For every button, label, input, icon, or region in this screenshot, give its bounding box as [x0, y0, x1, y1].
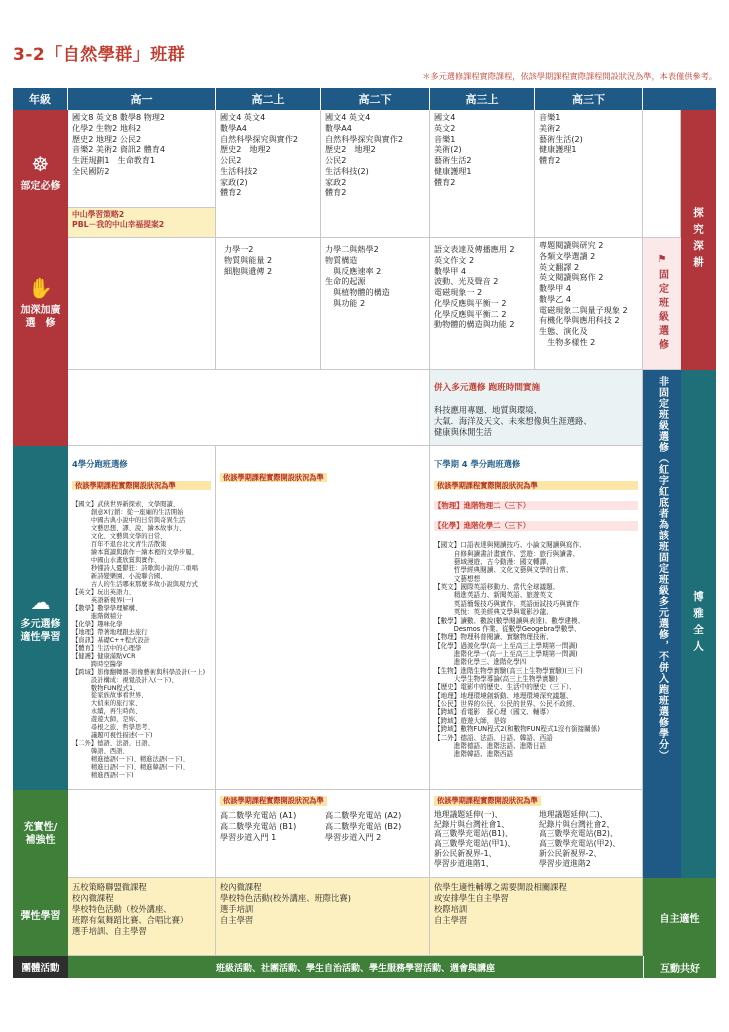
elective-g1-tag: 依該學期課程實際開設狀況為準 [72, 481, 211, 491]
header-grade: 年級 [13, 88, 68, 110]
header-g3b: 高三下 [535, 88, 643, 110]
elective-g3-head: 下學期 4 學分跑班選修 [434, 458, 521, 469]
flex-g2: 校內微課程 學校特色活動(校外講座、班際比賽) 選手培訓 自主學習 [216, 878, 430, 956]
elective-g2 [216, 446, 430, 790]
enrich-g3 [430, 790, 643, 878]
required-g1-main: 國文8 英文8 數學8 物理2 化學2 生物2 地科2 歷史2 地理2 公民2 音樂2 美術2 資訊2 體育4 生涯規劃1 生命教育1 全民國防2 [68, 110, 216, 208]
header-g2b: 高二下 [321, 88, 430, 110]
enrich-g2a: 高二數學充電站 (A1) 高二數學充電站 (B1) 學習步道入門 1 [220, 810, 297, 842]
required-g1-school: 中山學習策略2 PBL－我的中山幸福提案2 [68, 208, 216, 238]
elective-g1-head: 4學分跑班選修 [72, 458, 128, 469]
elective-g3-body: 【國文】口語表達與閱讀技巧、小論文閱讀與寫作、 自修與讀書計畫實作、雲遊：旅行與讀書、 藝域漫遊、古今動漫：國文轉譯、 哲學經典閱讀、文化文藝與文學的日常、 文藝想想 【英文】國際英語移動力、當代全球議題、 精進英語力、新聞英語、旅遊英文 英語簡報技巧與實作、英語面試技巧與實作 英悅：英美經典文學與電影沙龍、 【數學】讀數、數說(數學閱讀與表達)、數學建模、 Desmos 作業、從數學Geogebra學數學、 【物理】物理科普閱讀、實驗物理技術、 【化學】過渡化學(高一上至高三上學期第一問調) 進階化學一(高一上至高三上學期第一問調) 進階化學三、進階化學四 【生物】進階生物學實驗(高三上生物學實驗)(三下) 大學生物學導論(高三上生物學實驗) 【歷史】電影中的歷史、生活中的歷史（三下）、 【地理】地理環境創新動、地理環境深究議題、 【公民】世界的公民、公民的世界、公民不政經、 【跨域】看電影 探心理（國文、輔導） 【跨域】遊遊大師，是妳 【跨域】數物FUN程式2(和數物FUN程式1沒有銜接關係) 【二外】德語、法語、日語、韓語、西語 進階德語、進階法語、進階日語 進階韓語、進階西語 [434, 541, 600, 759]
enrich-g2b: 高二數學充電站 (A2) 高二數學充電站 (B2) 學習步道入門 2 [325, 810, 402, 842]
enrich-label-text: 充實性/ 補強性 [23, 821, 58, 846]
elective-label-text: 多元選修 適性學習 [20, 618, 61, 643]
required-g2a: 國文4 英文4 數學A4 自然科學探究與實作2 歷史2 地理2 公民2 生活科技2 家政(2) 體育2 [216, 110, 321, 238]
required-side-blank [643, 110, 681, 238]
page-title: 3-2「自然學群」班群 [13, 45, 186, 65]
required-g2b: 國文4 英文4 數學A4 自然科學探究與實作2 歷史2 地理2 公民2 生活科技(2) 家政2 體育2 [321, 110, 430, 238]
deepen-g2b: 力學二與熱學2 物質構造 與反應速率 2 生命的起源 與植物體的構造 與功能 2 [321, 238, 430, 370]
row-label-enrich [13, 790, 68, 878]
row-label-flex: 彈性學習 [13, 878, 68, 956]
elective-g3-chem: 【化學】進階化學二（三下） [434, 521, 638, 530]
header-g1: 高一 [68, 88, 216, 110]
disclaimer-note: ＊多元選修課程實際課程，依該學期課程實際課程開設狀況為準，本表僅供參考。 [422, 71, 717, 81]
hands-icon: ✋ [28, 275, 53, 300]
header-g2a: 高二上 [216, 88, 321, 110]
required-label-text: 部定必修 [20, 181, 61, 193]
header-g3a: 高三上 [430, 88, 535, 110]
crossband-head: 併入多元選修 跑班時間實施 [434, 382, 541, 393]
flex-g3: 依學生適性輔導之需要開設相關課程 或安排學生自主學習 校際培訓 自主學習 [430, 878, 643, 956]
deepen-g3a: 語文表達及傳播應用 2 英文作文 2 數學甲 4 波動、光及聲音 2 電磁現象一 2 化學反應與平衡一 2 化學反應與平衡二 2 動物體的構造與功能 2 [430, 238, 535, 370]
elective-side [643, 370, 681, 878]
deepen-side-text: 固定班級選修 [656, 269, 668, 353]
required-g3b: 音樂1 美術2 藝術生活(2) 健康護理1 體育2 [535, 110, 643, 238]
elective-g3-tag: 依該學期課程實際開設狀況為準 [434, 481, 638, 491]
enrich-g2-tag: 依該學期課程實際開設狀況為準 [220, 796, 327, 806]
crossband-blank [68, 370, 430, 446]
row-label-elective [13, 446, 68, 790]
elective-g3-physics: 【物理】進階物理二（三下） [434, 501, 638, 510]
flex-g1: 五校策略聯盟微課程 校內微課程 學校特色活動（校外講座、 班際有氣舞蹈比賽、合唱比賽） 選手培訓、自主學習 [68, 878, 216, 956]
enrich-g3b: 地理議題延伸(二)、 紀錄片與台灣社會2、 高三數學充電站(B2)、 高三數學充電站(甲2)、 新公民新視界-2、 學習步道進階2 [539, 810, 621, 868]
group-body: 班級活動、社團活動、學生自治活動、學生服務學習活動、週會與講座 [68, 956, 643, 978]
row-label-deepen [13, 238, 68, 370]
cloud-icon: ☁ [30, 589, 51, 614]
deepen-label-extension [13, 370, 68, 446]
crossband-cell [430, 370, 643, 446]
flex-side: 自主適性 [643, 878, 716, 956]
deepen-side-fixed [643, 238, 681, 370]
elective-side-text: 非固定班級選修（紅字紅底者為該班固定班級多元選修，不併入跑班選修學分） [656, 376, 668, 761]
enrich-g3a: 地理議題延伸(一)、 紀錄片與台灣社會1、 高三數學充電站(B1)、 高三數學充電站(甲1)、 新公民新視界-1、 學習步道進階1、 [434, 810, 516, 868]
elective-g3 [430, 446, 643, 790]
rightband-inquiry: 探究深耕 [681, 110, 716, 370]
deepen-g1-blank [68, 238, 216, 370]
rightband-liberal: 博雅全人 [681, 370, 716, 878]
elective-g1-body: 【國文】武俠世界新探索、文學閱讀、 創意X行銷：從一座廟的生活開始 中國古典小說中的日常與奇異生活 文藝思想、譯、說、繪本故事力、 文化、文藝與文學的日常、 百年不退台北文青生活散策 繪本賞讀與創作－繪本裡的文學步履、 中國山水畫欣賞與實作、 秒懂詩人憂鬱狂：詩歌與小說的二重唱 新詩變樂園、小說聯合國、 古人的生活哪來那麼多故小說與現方式 【英文】玩出英語力、 英語新視界(一) 【數學】數學學理解構、 進階微積分 【化學】趣味化學 【地理】帶著地理跟去旅行 【資訊】基礎C++程式設計 【體育】生活中的心理學 【健護】健康滿點VCR 跨時空醫學 【跨域】影像翻轉器-影像藝術與科學設計(一上) 設計構成：視覺設計入(一下)、 數物FUN程式1、 從家族故事看世界、 大偵來的旅行家、 永續，再生時尚、 遊遊大師，是妳、 尋根之旅、哲學思考、 議題可視性描述(一下) 【二外】德語、法語、日語、 韓語、西語、 精進德語(一下)、精進法語(一下)、 精進日語(一下)、精進韓語(一下)、 精進西語(一下) [72, 500, 206, 780]
header-blank [643, 88, 716, 110]
deepen-label-text: 加深加廣 選 修 [20, 304, 61, 329]
group-side: 互動共好 [643, 956, 716, 978]
elective-g1 [68, 446, 216, 790]
enrich-g2 [216, 790, 430, 878]
deepen-g3b: 專題閱讀與研究 2 各類文學選讀 2 英文翻譯 2 英文閱讀與寫作 2 數學甲 4 數學乙 4 電磁現象二與量子現象 2 有機化學與應用科技 2 生態、演化及 生物多樣性 2 [535, 238, 643, 370]
row-label-required [13, 110, 68, 238]
buddha-icon: ☸ [31, 152, 50, 177]
deepen-g2a: 力學一2 物質與能量 2 細胞與遺傳 2 [216, 238, 321, 370]
required-g3a: 國文4 英文2 音樂1 美術(2) 藝術生活2 健康護理1 體育2 [430, 110, 535, 238]
enrich-g1-blank [68, 790, 216, 878]
crossband-body: 科技應用專題、地質與環境、 大氣．海洋及天文、未來想像與生涯選路、 健康與休閒生活 [434, 404, 592, 437]
pin-icon: ⚑ [656, 254, 668, 269]
row-label-group: 團體活動 [13, 956, 68, 978]
enrich-g3-tag: 依該學期課程實際開設狀況為準 [434, 796, 541, 806]
elective-g2-tag: 依該學期課程實際開設狀況為準 [220, 473, 327, 483]
